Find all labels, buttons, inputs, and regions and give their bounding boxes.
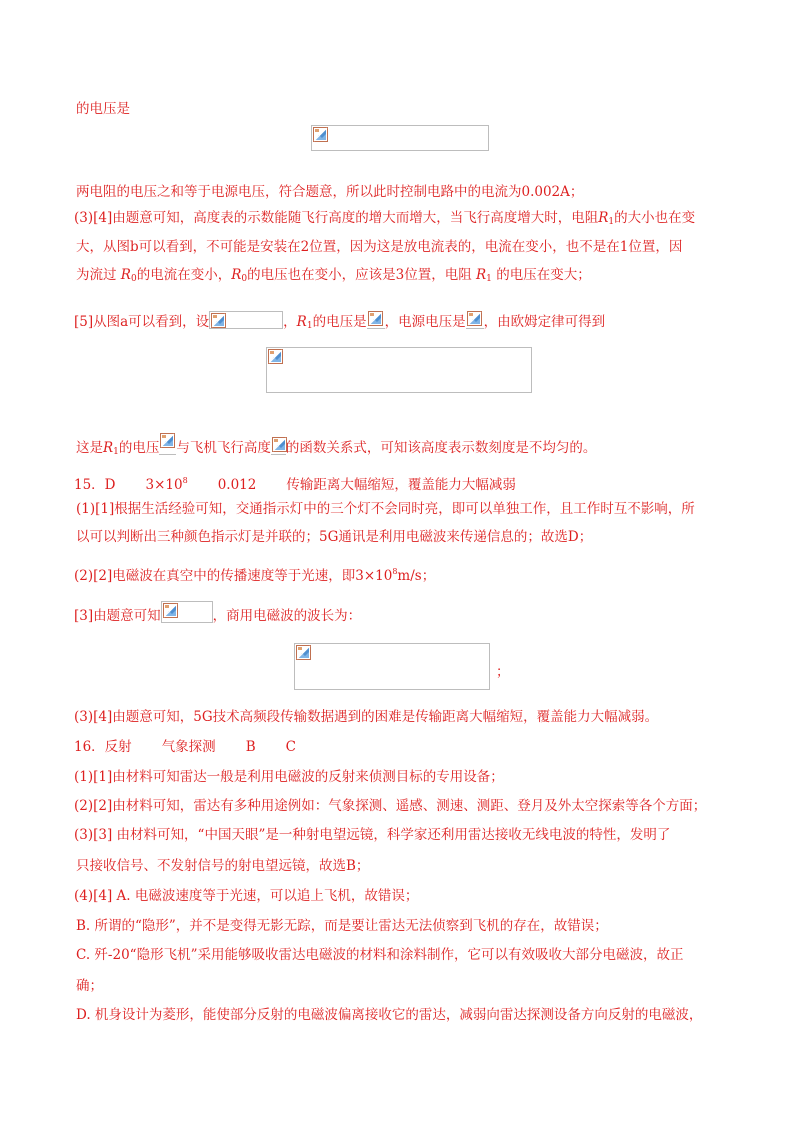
formula-image xyxy=(266,347,532,393)
formula-image xyxy=(271,436,286,455)
text-line: 的电压是 xyxy=(76,101,130,117)
text-line: [5]从图a可以看到，设 ，$R_1$的电压是 ，电源电压是 ，由欧姆定律可得到 xyxy=(74,310,605,335)
text-line: (4)[4] A. 电磁波速度等于光速，可以追上飞机，故错误； xyxy=(74,888,419,904)
formula-image xyxy=(367,310,385,329)
broken-image-icon xyxy=(296,645,311,660)
text-line: [3]由题意可知 ，商用电磁波的波长为： xyxy=(74,601,361,625)
formula-image xyxy=(466,310,484,329)
broken-image-icon xyxy=(211,313,226,328)
formula-image xyxy=(161,601,213,623)
answer-line-16: 16．反射 气象探测 B C xyxy=(74,739,296,755)
text-line: 为流过 $R_0$的电流在变小，$R_0$的电压也在变小，应该是3位置，电阻 $R_1$ 的电压在变大； xyxy=(76,267,591,284)
formula-image xyxy=(209,311,283,329)
broken-image-icon xyxy=(313,127,328,142)
text-line: (1)[1]根据生活经验可知，交通指示灯中的三个灯不会同时亮，即可以单独工作，且工作时互不影响，所 xyxy=(76,501,695,517)
text-line: 确； xyxy=(76,978,103,994)
broken-image-icon xyxy=(163,603,178,618)
text-line: (1)[1]由材料可知雷达一般是利用电磁波的反射来侦测目标的专用设备； xyxy=(74,769,504,785)
text-line: 只接收信号、不发射信号的射电望远镜，故选B； xyxy=(76,858,370,874)
text-line: 大，从图b可以看到，不可能是安装在2位置，因为这是放电流表的，电流在变小，也不是在1位置，因 xyxy=(76,239,683,255)
broken-image-icon xyxy=(467,311,482,326)
broken-image-icon xyxy=(160,433,175,448)
text-line: (3)[4]由题意可知，高度表的示数能随飞行高度的增大而增大，当飞行高度增大时，电阻$R_1$的大小也在变 xyxy=(74,210,696,227)
text-line: (3)[3] 由材料可知，“中国天眼”是一种射电望远镜，科学家还利用雷达接收无线电波的特性，发明了 xyxy=(74,827,671,843)
text-line: 以可以判断出三种颜色指示灯是并联的；5G通讯是利用电磁波来传递信息的；故选D； xyxy=(76,529,593,545)
text-line: C. 歼-20“隐形飞机”采用能够吸收雷达电磁波的材料和涂料制作，它可以有效吸收大部分电磁波，故正 xyxy=(76,947,684,963)
text-line: (2)[2]电磁波在真空中的传播速度等于光速，即$3\times 10^8m/s$； xyxy=(74,567,436,584)
broken-image-icon xyxy=(272,437,287,452)
formula-image xyxy=(311,125,489,151)
text-line: 这是$R_1$的电压 与飞机飞行高度 的函数关系式，可知该高度表示数刻度是不均匀的。 xyxy=(76,432,596,461)
text-line: ； xyxy=(496,664,510,680)
text-line: 两电阻的电压之和等于电源电压，符合题意，所以此时控制电路中的电流为0.002A； xyxy=(76,184,584,200)
formula-image xyxy=(159,432,176,455)
answer-line-15: 15．D $3\times 10^8$ 0.012 传输距离大幅缩短，覆盖能力大幅减弱 xyxy=(74,476,516,493)
text-line: D. 机身设计为菱形，能使部分反射的电磁波偏离接收它的雷达，减弱向雷达探测设备方向反射的电磁波， xyxy=(76,1007,703,1023)
text-line: (3)[4]由题意可知，5G技术高频段传输数据遇到的困难是传输距离大幅缩短，覆盖能力大幅减弱。 xyxy=(74,709,659,725)
broken-image-icon xyxy=(368,311,383,326)
text-line: (2)[2]由材料可知，雷达有多种用途例如：气象探测、遥感、测速、测距、登月及外太空探索等各个方面； xyxy=(74,798,707,814)
formula-image xyxy=(294,643,490,690)
broken-image-icon xyxy=(268,349,283,364)
text-line: B. 所谓的“隐形”，并不是变得无影无踪，而是要让雷达无法侦察到飞机的存在，故错误； xyxy=(76,918,608,934)
